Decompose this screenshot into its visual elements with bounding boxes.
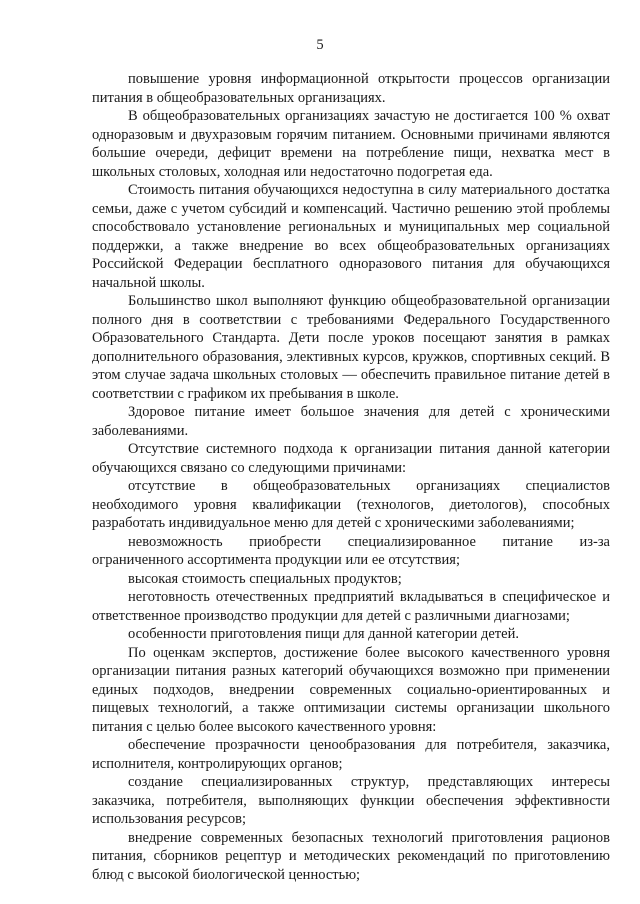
document-body bbox=[92, 70, 610, 884]
paragraph: Большинство школ выполняют функцию общеобразовательной организации полного дня в соответствии с требованиями Федерального Государственного Образовательного Стандарта. Дети после уроков посещают занятия в рамках дополнительного образования, элективных курсов, кружков, спортивных секций. В этом случае задача школьных столовых — обеспечить правильное питание детей в соответствии с графиком их пребывания в школе. bbox=[92, 293, 610, 402]
paragraph: В общеобразовательных организациях зачастую не достигается 100 % охват одноразовым и двухразовым горячим питанием. Основными причинами являются большие очереди, дефицит времени на потребление пищи, нехватка мест в школьных столовых, холодная или недостаточно подогретая еда. bbox=[92, 108, 610, 180]
list-item: высокая стоимость специальных продуктов; bbox=[128, 570, 402, 587]
list-item: особенности приготовления пищи для данной категории детей. bbox=[128, 626, 519, 642]
list-item: отсутствие в общеобразовательных организациях специалистов необходимого уровня квалификации (технологов, диетологов), способных разработать индивидуальное меню для детей с хроническими заболеваниями; bbox=[92, 478, 610, 531]
page-number: 5 bbox=[316, 37, 324, 53]
paragraph: По оценкам экспертов, достижение более высокого качественного уровня организации питания разных категорий обучающихся возможно при применении единых подходов, внедрении современных социально-ориентированных и пищевых технологий, а также оптимизации системы организации школьного питания с целью более высокого качественного уровня: bbox=[92, 644, 610, 735]
paragraph: Здоровое питание имеет большое значения для детей с хроническими заболеваниями. bbox=[92, 404, 610, 439]
list-item: создание специализированных структур, представляющих интересы заказчика, потребителя, выполняющих функции обеспечения эффективности использования ресурсов; bbox=[92, 774, 610, 827]
paragraph: Отсутствие системного подхода к организации питания данной категории обучающихся связано со следующими причинами: bbox=[92, 441, 610, 476]
list-item: невозможность приобрести специализированное питание из-за ограниченного ассортимента продукции или ее отсутствия; bbox=[92, 533, 610, 568]
list-item: неготовность отечественных предприятий вкладываться в специфическое и ответственное производство продукции для детей с различными диагнозами; bbox=[92, 589, 610, 624]
list-item: внедрение современных безопасных технологий приготовления рационов питания, сборников рецептур и методических рекомендаций по приготовлению блюд с высокой биологической ценностью; bbox=[92, 829, 610, 883]
paragraph: Стоимость питания обучающихся недоступна в силу материального достатка семьи, даже с учетом субсидий и компенсаций. Частично решению этой проблемы способствовало установление региональных и муниципальных мер социальной поддержки, а также внедрение во всех общеобразовательных организациях Российской Федерации бесплатного одноразового питания для обучающихся начальной школы. bbox=[92, 182, 610, 291]
paragraph: повышение уровня информационной открытости процессов организации питания в общеобразовательных организациях. bbox=[92, 71, 610, 106]
list-item: обеспечение прозрачности ценообразования для потребителя, заказчика, исполнителя, контролирующих органов; bbox=[92, 737, 610, 772]
